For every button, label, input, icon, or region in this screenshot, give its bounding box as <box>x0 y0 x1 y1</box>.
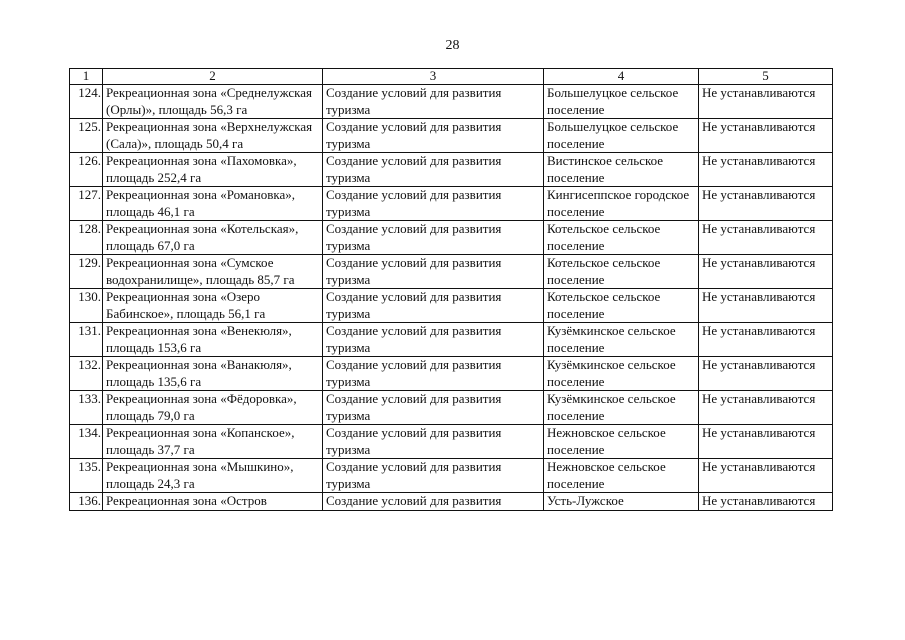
column-header-1: 1 <box>70 69 103 85</box>
zone-name: Рекреационная зона «Сумское водохранилище», площадь 85,7 га <box>103 255 323 289</box>
row-number: 125. <box>70 119 103 153</box>
zone-status: Не устанавливаются <box>699 289 833 323</box>
zone-name: Рекреационная зона «Котельская», площадь 67,0 га <box>103 221 323 255</box>
zone-purpose: Создание условий для развития туризма <box>323 289 544 323</box>
zone-purpose: Создание условий для развития туризма <box>323 221 544 255</box>
table-row <box>70 119 833 153</box>
table-header <box>70 69 833 85</box>
row-number: 129. <box>70 255 103 289</box>
page-number: 28 <box>445 38 460 53</box>
row-number: 135. <box>70 459 103 493</box>
row-number: 131. <box>70 323 103 357</box>
table-row <box>70 289 833 323</box>
zone-status: Не устанавливаются <box>699 425 833 459</box>
row-number: 126. <box>70 153 103 187</box>
zone-status: Не устанавливаются <box>699 153 833 187</box>
zone-purpose: Создание условий для развития туризма <box>323 391 544 425</box>
zone-purpose: Создание условий для развития туризма <box>323 425 544 459</box>
zone-location: Кузёмкинское сельское поселение <box>544 391 699 425</box>
column-header-4: 4 <box>544 69 699 85</box>
table-row <box>70 425 833 459</box>
row-number: 136. <box>70 493 103 511</box>
row-number: 132. <box>70 357 103 391</box>
zone-purpose: Создание условий для развития <box>323 493 544 511</box>
column-header-3: 3 <box>323 69 544 85</box>
zone-status: Не устанавливаются <box>699 187 833 221</box>
zone-name: Рекреационная зона «Верхнелужская (Сала)», площадь 50,4 га <box>103 119 323 153</box>
zone-location: Нежновское сельское поселение <box>544 425 699 459</box>
zone-status: Не устанавливаются <box>699 391 833 425</box>
zone-purpose: Создание условий для развития туризма <box>323 357 544 391</box>
table-row <box>70 391 833 425</box>
zone-name: Рекреационная зона «Ванакюля», площадь 135,6 га <box>103 357 323 391</box>
row-number: 130. <box>70 289 103 323</box>
table-row <box>70 85 833 119</box>
zone-name: Рекреационная зона «Мышкино», площадь 24,3 га <box>103 459 323 493</box>
zone-status: Не устанавливаются <box>699 85 833 119</box>
zone-name: Рекреационная зона «Копанское», площадь 37,7 га <box>103 425 323 459</box>
header-row <box>70 69 833 85</box>
table-row <box>70 357 833 391</box>
zone-purpose: Создание условий для развития туризма <box>323 459 544 493</box>
row-number: 133. <box>70 391 103 425</box>
zone-name: Рекреационная зона «Среднелужская (Орлы)», площадь 56,3 га <box>103 85 323 119</box>
table-row <box>70 493 833 511</box>
row-number: 127. <box>70 187 103 221</box>
zone-location: Большелуцкое сельское поселение <box>544 119 699 153</box>
zone-name: Рекреационная зона «Фёдоровка», площадь 79,0 га <box>103 391 323 425</box>
zone-purpose: Создание условий для развития туризма <box>323 153 544 187</box>
zone-location: Котельское сельское поселение <box>544 221 699 255</box>
row-number: 124. <box>70 85 103 119</box>
zone-purpose: Создание условий для развития туризма <box>323 187 544 221</box>
zone-location: Усть-Лужское <box>544 493 699 511</box>
zone-location: Большелуцкое сельское поселение <box>544 85 699 119</box>
table-row <box>70 255 833 289</box>
zone-location: Котельское сельское поселение <box>544 255 699 289</box>
zone-status: Не устанавливаются <box>699 493 833 511</box>
zone-purpose: Создание условий для развития туризма <box>323 119 544 153</box>
zone-purpose: Создание условий для развития туризма <box>323 255 544 289</box>
zone-location: Котельское сельское поселение <box>544 289 699 323</box>
zone-name: Рекреационная зона «Озеро Бабинское», площадь 56,1 га <box>103 289 323 323</box>
zone-name: Рекреационная зона «Венекюля», площадь 153,6 га <box>103 323 323 357</box>
column-header-5: 5 <box>699 69 833 85</box>
table-row <box>70 153 833 187</box>
table-body <box>70 85 833 511</box>
table-row <box>70 221 833 255</box>
zones-table <box>69 68 833 511</box>
zone-location: Кингисеппское городское поселение <box>544 187 699 221</box>
column-header-2: 2 <box>103 69 323 85</box>
zone-location: Вистинское сельское поселение <box>544 153 699 187</box>
zone-status: Не устанавливаются <box>699 459 833 493</box>
table-row <box>70 459 833 493</box>
table-row <box>70 323 833 357</box>
zone-name: Рекреационная зона «Романовка», площадь 46,1 га <box>103 187 323 221</box>
zone-location: Кузёмкинское сельское поселение <box>544 357 699 391</box>
row-number: 134. <box>70 425 103 459</box>
zone-status: Не устанавливаются <box>699 255 833 289</box>
zone-status: Не устанавливаются <box>699 323 833 357</box>
zone-location: Нежновское сельское поселение <box>544 459 699 493</box>
zone-status: Не устанавливаются <box>699 357 833 391</box>
zone-status: Не устанавливаются <box>699 221 833 255</box>
zone-status: Не устанавливаются <box>699 119 833 153</box>
zone-name: Рекреационная зона «Пахомовка», площадь 252,4 га <box>103 153 323 187</box>
row-number: 128. <box>70 221 103 255</box>
zone-purpose: Создание условий для развития туризма <box>323 85 544 119</box>
zone-name: Рекреационная зона «Остров <box>103 493 323 511</box>
zone-location: Кузёмкинское сельское поселение <box>544 323 699 357</box>
zone-purpose: Создание условий для развития туризма <box>323 323 544 357</box>
table-row <box>70 187 833 221</box>
